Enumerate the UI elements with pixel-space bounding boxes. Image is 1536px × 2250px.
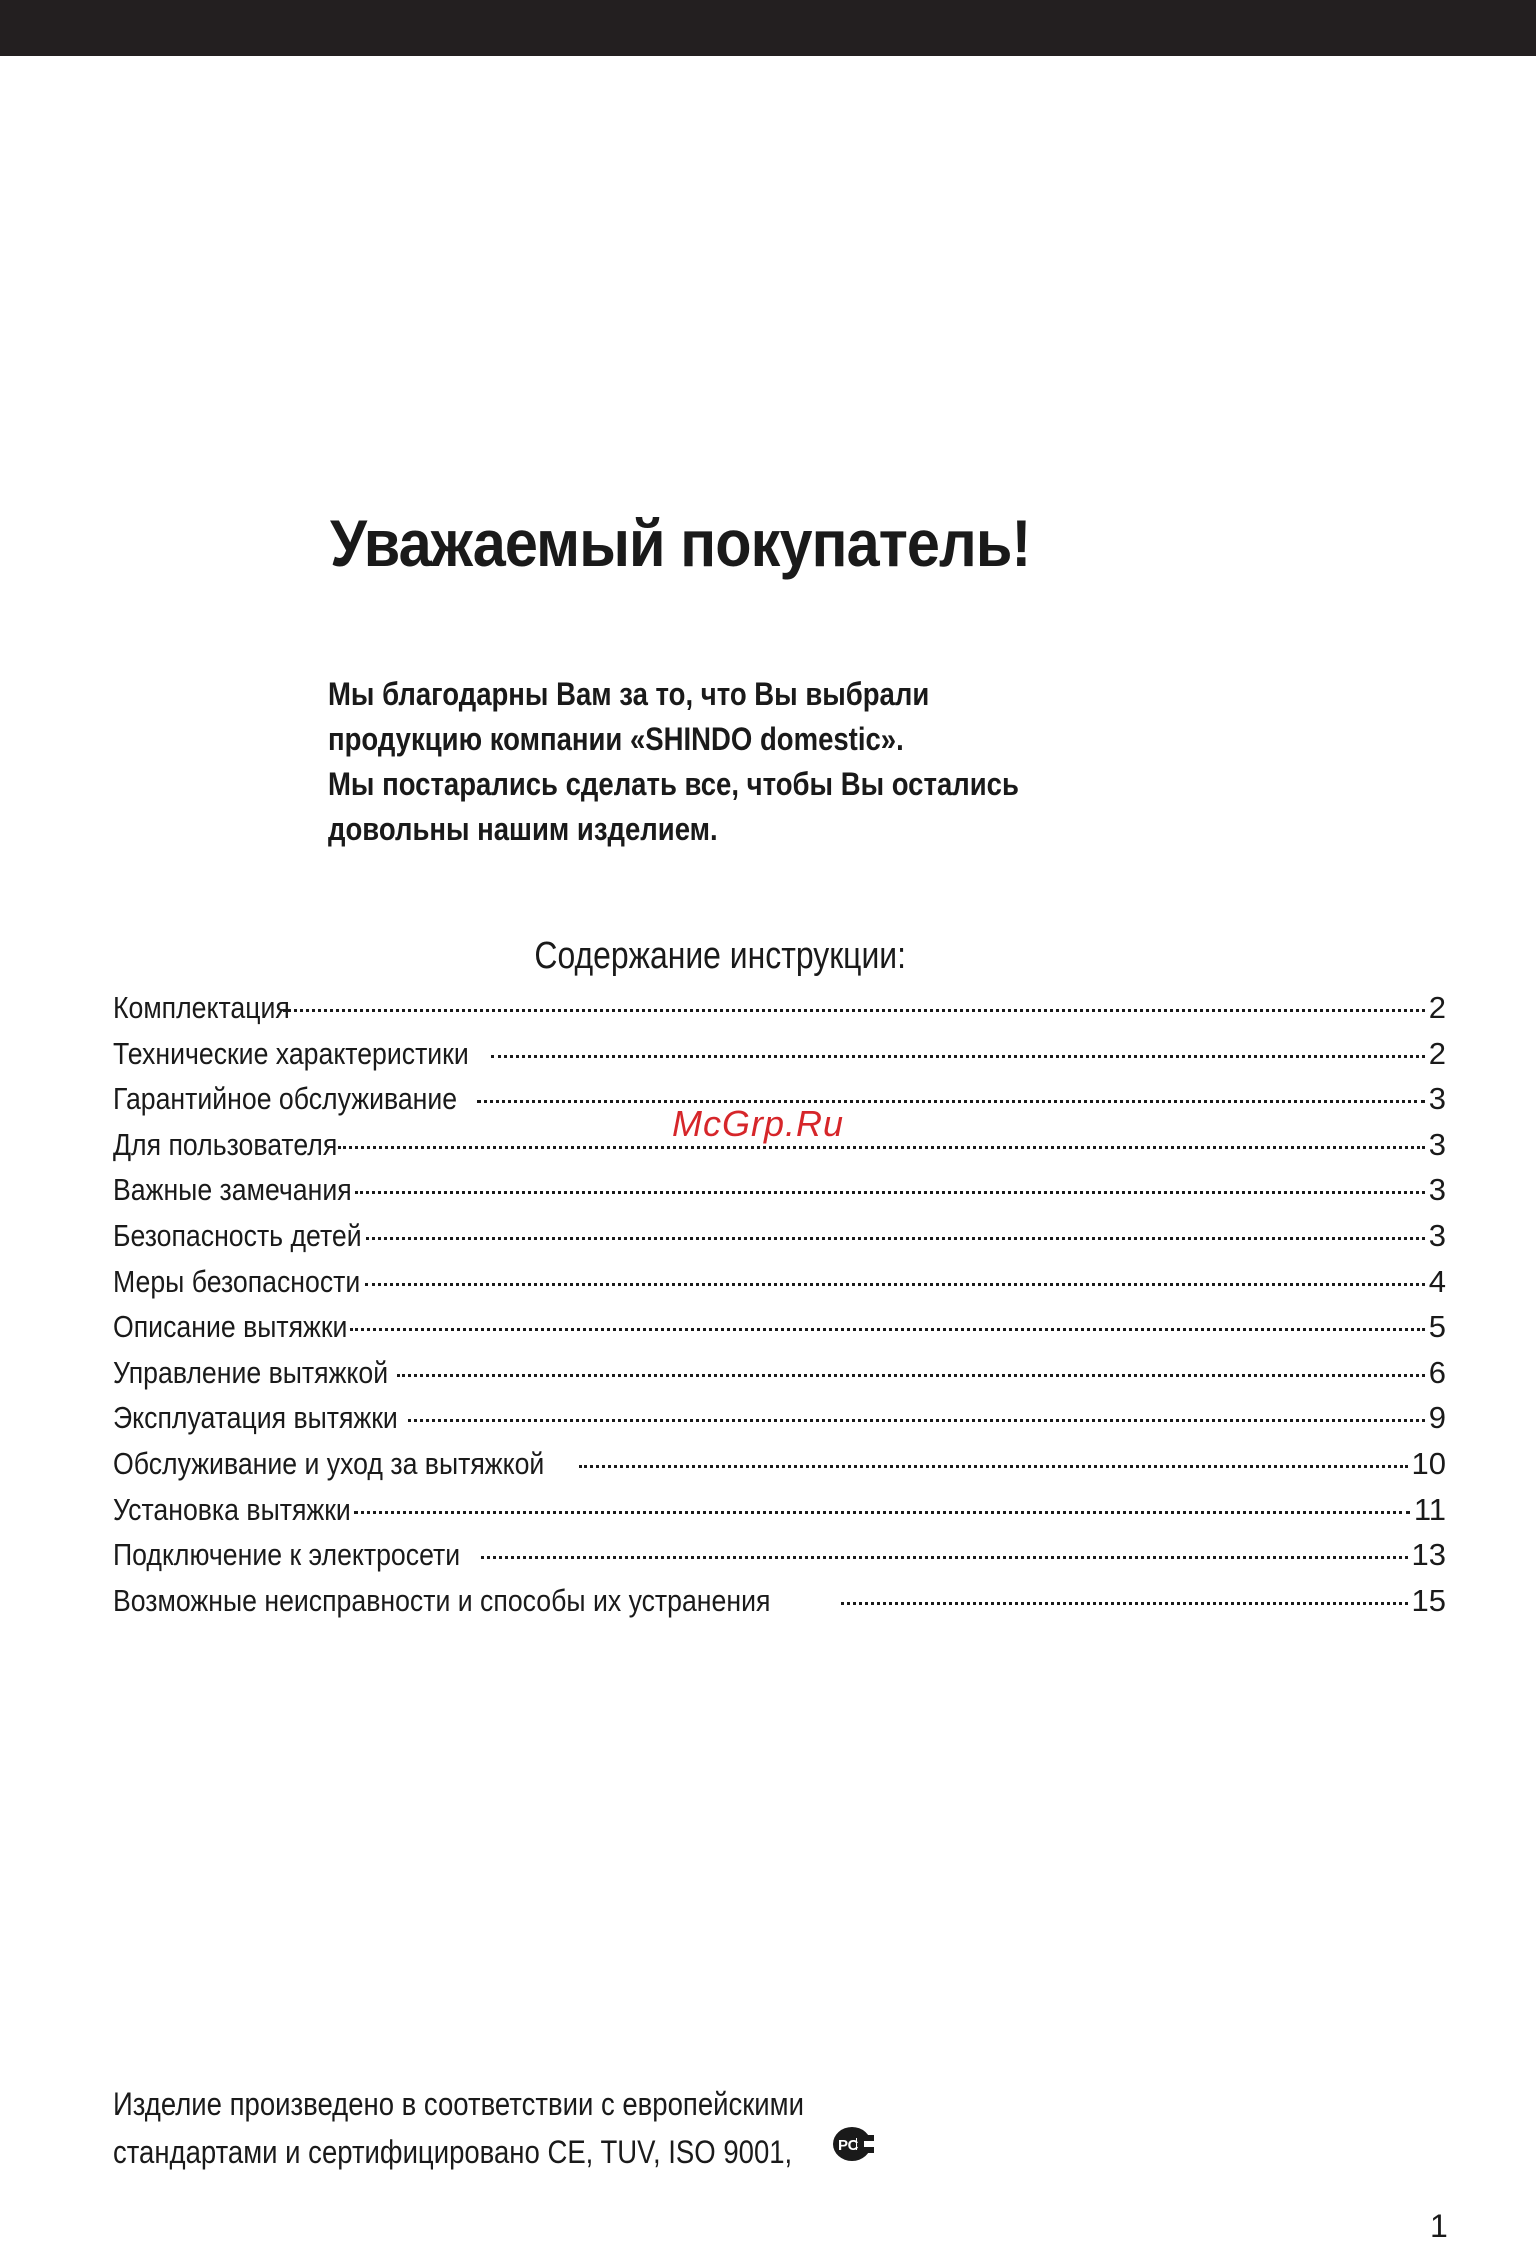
page-number: 1 <box>1430 2208 1448 2244</box>
toc-item <box>113 1446 1446 1492</box>
certification-line-text: стандартами и сертифицировано CE, TUV, ISO 9001, <box>113 2134 793 2170</box>
toc-leader-dots <box>338 1146 1425 1149</box>
watermark: McGrp.Ru <box>672 1103 845 1144</box>
toc-item <box>113 1218 1446 1264</box>
toc-item-page: 15 <box>1411 1582 1446 1618</box>
toc-item-page: 11 <box>1413 1491 1446 1527</box>
toc-item <box>113 1309 1446 1355</box>
toc-item-label: Описание вытяжки <box>113 1309 348 1345</box>
toc-leader-dots <box>477 1100 1425 1103</box>
toc-item-label: Безопасность детей <box>113 1217 362 1253</box>
toc-leader-dots <box>354 1511 1410 1514</box>
toc-leader-dots <box>355 1191 1425 1194</box>
toc-item-label: Установка вытяжки <box>113 1491 351 1527</box>
toc-item <box>113 1036 1446 1082</box>
toc-leader-dots <box>350 1328 1425 1331</box>
toc-item-page: 3 <box>1428 1217 1446 1253</box>
intro-line: Мы постарались сделать все, чтобы Вы остались <box>328 766 1019 802</box>
toc-item-label: Для пользователя <box>113 1126 338 1162</box>
toc-leader-dots <box>408 1419 1425 1422</box>
toc-item-page: 10 <box>1411 1445 1446 1481</box>
toc-leader-dots <box>579 1465 1408 1468</box>
toc-item-label: Подключение к электросети <box>113 1537 461 1573</box>
toc-item-label: Возможные неисправности и способы их устранения <box>113 1582 771 1618</box>
toc-leader-dots <box>841 1602 1407 1605</box>
toc-heading-text: Содержание инструкции: <box>534 935 906 977</box>
toc-item <box>113 1355 1446 1401</box>
toc-item-page: 13 <box>1411 1537 1446 1573</box>
table-of-contents <box>113 990 1446 1628</box>
top-bar <box>0 0 1536 56</box>
rst-certification-mark-icon <box>826 2125 878 2163</box>
toc-item-label: Гарантийное обслуживание <box>113 1081 458 1117</box>
cert-mark-text: РС <box>838 2137 859 2154</box>
toc-heading <box>0 935 1440 978</box>
toc-item <box>113 990 1446 1036</box>
certification-note <box>113 2080 916 2176</box>
toc-item <box>113 1492 1446 1538</box>
toc-item-page: 4 <box>1428 1263 1446 1299</box>
toc-item-page: 3 <box>1428 1126 1446 1162</box>
toc-item <box>113 1172 1446 1218</box>
toc-item <box>113 1583 1446 1629</box>
toc-item-label: Обслуживание и уход за вытяжкой <box>113 1445 545 1481</box>
toc-item-page: 6 <box>1428 1354 1446 1390</box>
toc-item-label: Важные замечания <box>113 1172 352 1208</box>
toc-item <box>113 1264 1446 1310</box>
toc-item-label: Технические характеристики <box>113 1035 469 1071</box>
toc-item-page: 9 <box>1428 1400 1446 1436</box>
toc-item-page: 2 <box>1428 990 1446 1025</box>
toc-item <box>113 1400 1446 1446</box>
toc-leader-dots <box>481 1556 1408 1559</box>
toc-item-page: 3 <box>1428 1081 1446 1117</box>
toc-leader-dots <box>491 1055 1425 1058</box>
greeting-title: Уважаемый покупатель! <box>330 506 1031 580</box>
toc-leader-dots <box>366 1237 1425 1240</box>
toc-item-page: 2 <box>1428 1035 1446 1071</box>
toc-item-label: Управление вытяжкой <box>113 1354 389 1390</box>
certification-line <box>113 2128 916 2176</box>
toc-item <box>113 1537 1446 1583</box>
intro-text <box>328 672 1088 852</box>
intro-line: продукцию компании «SHINDO domestic». <box>328 721 904 757</box>
toc-item-label: Эксплуатация вытяжки <box>113 1400 398 1436</box>
toc-leader-dots <box>397 1374 1425 1377</box>
certification-line-text: Изделие произведено в соответствии с европейскими <box>113 2086 804 2122</box>
toc-item-page: 3 <box>1428 1172 1446 1208</box>
intro-line: Мы благодарны Вам за то, что Вы выбрали <box>328 676 930 712</box>
toc-item-label: Комплектация <box>113 990 290 1025</box>
toc-leader-dots <box>283 1009 1425 1012</box>
toc-leader-dots <box>365 1283 1425 1286</box>
intro-line: довольны нашим изделием. <box>328 811 718 847</box>
toc-item-label: Меры безопасности <box>113 1263 361 1299</box>
certification-line <box>113 2080 916 2128</box>
toc-item-page: 5 <box>1428 1309 1446 1345</box>
